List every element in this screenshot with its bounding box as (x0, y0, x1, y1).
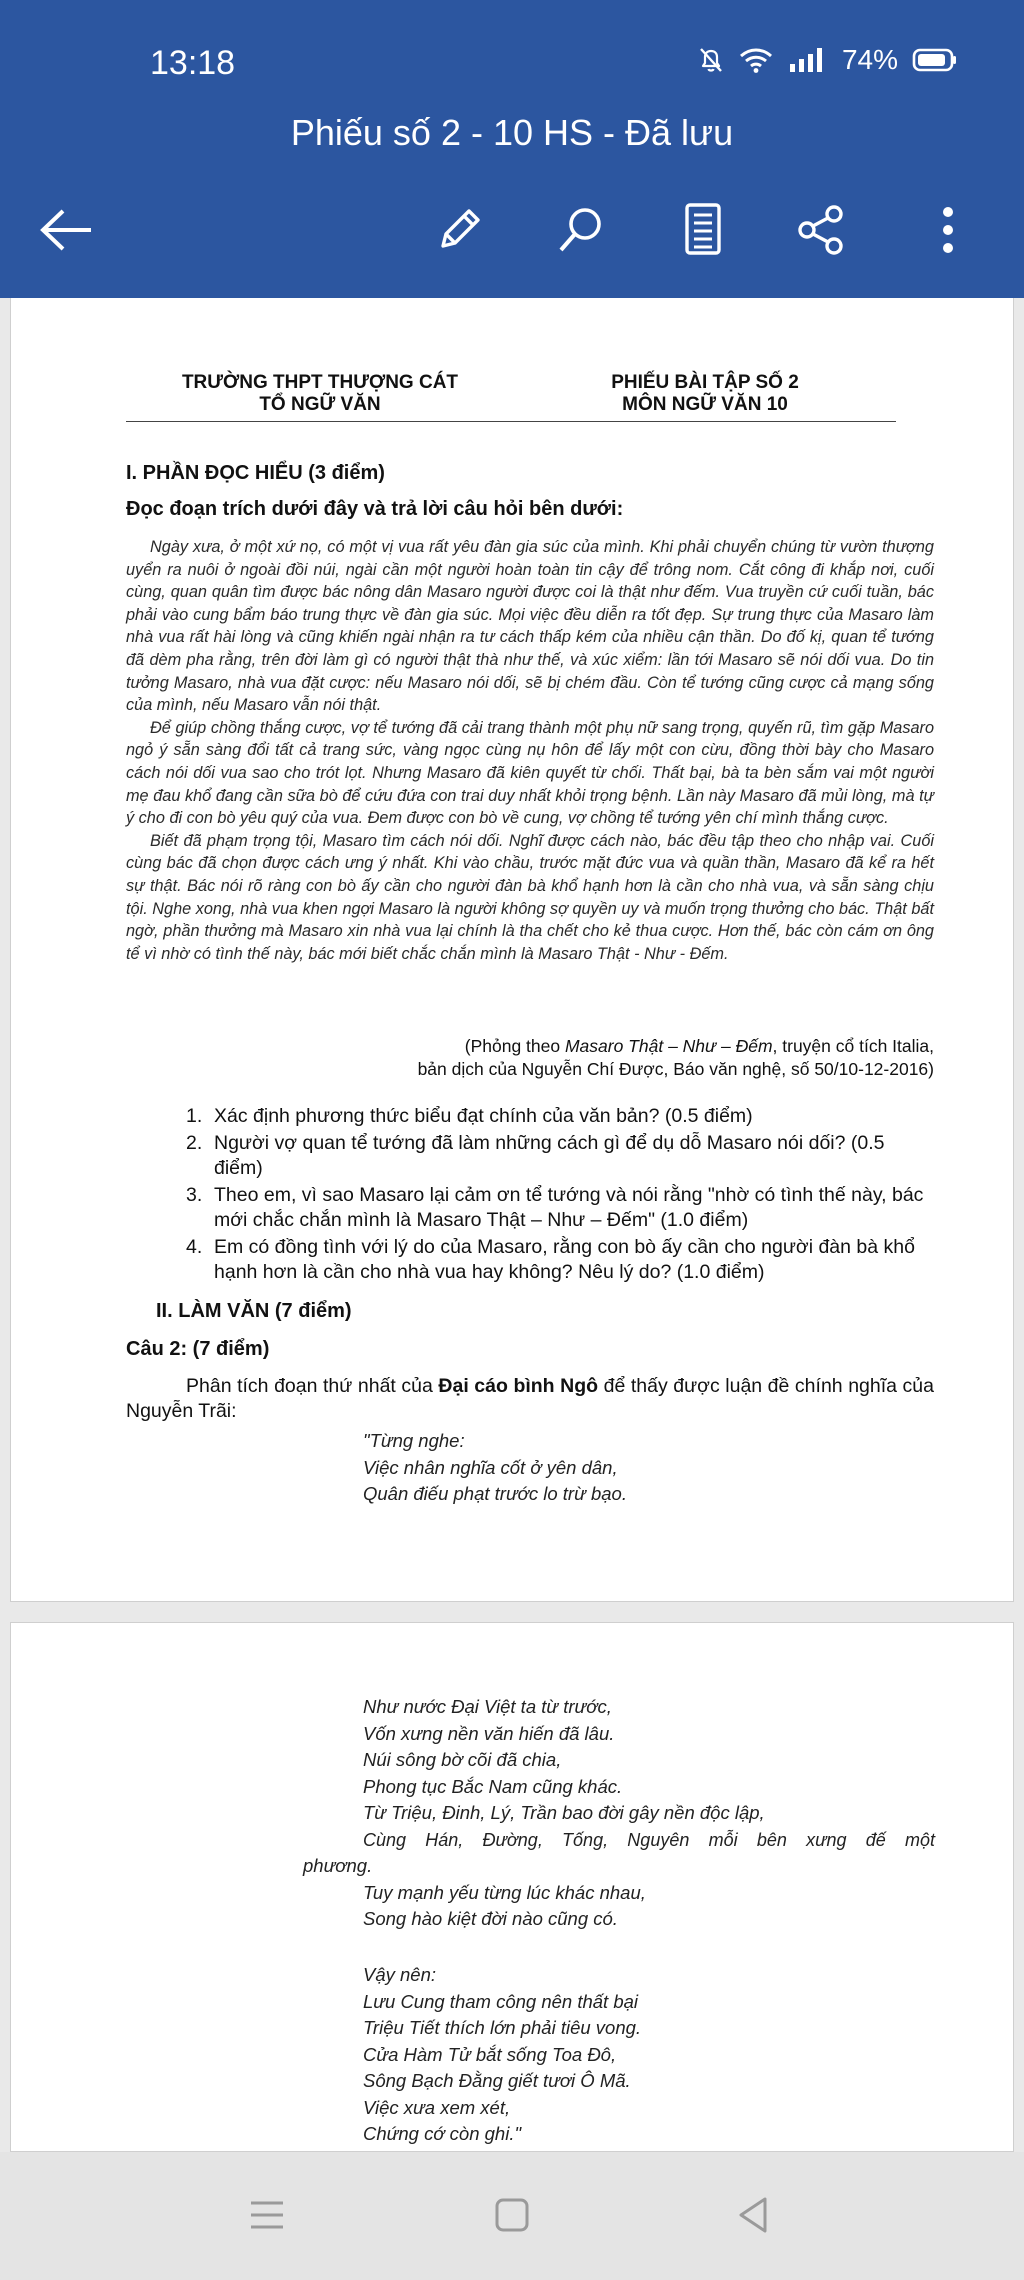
passage-source (234, 1035, 934, 1081)
poem-line: Như nước Đại Việt ta từ trước, (363, 1696, 612, 1717)
app-header (0, 0, 1024, 298)
document-title: Phiếu số 2 - 10 HS - Đã lưu (290, 112, 734, 153)
poem-line: Tuy mạnh yếu từng lúc khác nhau, (363, 1881, 646, 1903)
status-bar (0, 0, 1024, 120)
battery-percent: 74% (841, 44, 898, 75)
question-item: 1. Xác định phương thức biểu đạt chính của văn bản? (0.5 điểm) (186, 1105, 753, 1127)
poem-line: Việc xưa xem xét, (363, 2096, 511, 2118)
status-icons (698, 44, 958, 76)
source-line-2: bản dịch của Nguyễn Chí Được, Báo văn nghệ, số 50/10-12-2016) (417, 1059, 934, 1079)
mute-bell-icon (698, 46, 724, 74)
poem-line: Từ Triệu, Đinh, Lý, Trần bao đời gây nền độc lập, (363, 1802, 765, 1823)
sheet-header (560, 372, 850, 416)
toolbar (0, 190, 1024, 270)
battery-icon (912, 46, 958, 74)
passage-paragraph: Để giúp chồng thắng cược, vợ tể tướng đã cải trang thành một phụ nữ sang trọng, quyến rũ, tìm gặp Masaro ngỏ ý sẵn sàng đổi tất cả trang sức, vàng ngọc cùng nụ hôn để lấy một con cừu, đồng thời bày cho Masaro cách nói dối vua sao cho trót lọt. Nhưng Masaro đã kiên quyết từ chối. Thất bại, bà ta bèn sắm vai một người mẹ đau khổ đang cần sữa bò để cứu đứa con trai duy nhất khỏi trọng bệnh. Lần này Masaro đã mủi lòng, mà tự ý cho đi con bò yêu quý của vua. Đem được con bò về cung, vợ chồng tể tướng yên chí mình thắng cược. (126, 718, 934, 828)
essay-prompt: Phân tích đoạn thứ nhất của Đại cáo bình Ngô để thấy được luận đề chính nghĩa của Nguyễn Trãi: (126, 1375, 934, 1422)
share-icon (794, 202, 850, 258)
share-button[interactable] (782, 190, 862, 270)
edit-button[interactable] (419, 190, 499, 270)
poem-line: Việc nhân nghĩa cốt ở yên dân, (363, 1456, 618, 1478)
poem-line: Triệu Tiết thích lớn phải tiêu vong. (363, 2017, 642, 2038)
reading-passage (126, 536, 934, 965)
poem-line: Núi sông bờ cõi đã chia, (363, 1749, 562, 1770)
question-item: 2. Người vợ quan tể tướng đã làm những cách gì để dụ dỗ Masaro nói dối? (0.5 điểm) (186, 1132, 885, 1179)
more-options-button[interactable] (908, 190, 988, 270)
search-button[interactable] (541, 190, 621, 270)
back-triangle-icon (733, 2195, 773, 2235)
question-item: 3. Theo em, vì sao Masaro lại cảm ơn tể tướng và nói rằng "nhờ có tình thế này, bác mới chắc chắn mình là Masaro Thật – Như – Đếm" (1.0 điểm) (186, 1184, 924, 1231)
recent-apps-button[interactable] (232, 2180, 302, 2250)
poem-line: phương. (303, 1855, 373, 1876)
signal-icon (788, 46, 828, 74)
poem-line: Chứng cớ còn ghi." (363, 2123, 522, 2144)
poem-line: Song hào kiệt đời nào cũng có. (363, 1908, 618, 1929)
poem-line: Vốn xưng nền văn hiến đã lâu. (363, 1722, 615, 1744)
system-nav-bar (0, 2152, 1024, 2280)
arrow-left-icon (37, 208, 95, 252)
poem-line: Cửa Hàm Tử bắt sống Toa Đô, (363, 2043, 617, 2065)
part1-title: I. PHẦN ĐỌC HIỂU (3 điểm) (126, 462, 385, 484)
question-list (186, 1104, 936, 1287)
question2-title: Câu 2: (7 điểm) (126, 1338, 270, 1360)
reading-view-icon (681, 201, 725, 259)
reading-view-button[interactable] (663, 190, 743, 270)
poem-line: "Từng nghe: (363, 1430, 465, 1451)
passage-paragraph: Ngày xưa, ở một xứ nọ, có một vị vua rất yêu đàn gia súc của mình. Khi phải chuyển chúng từ vườn thượng uyển ra nuôi ở ngoài đồi núi, ngài cần một người hoàn toàn tin cậy để trông nom. Cắt công đi khắp nơi, cuối cùng, quan quân tìm được bác nông dân Masaro người được coi là thật như đếm. Vua truyền cứ cuối tuần, bác phải vào cung bẩm báo trung thực về đàn gia súc. Mọi việc đều diễn ra tốt đẹp. Sự trung thực của Masaro làm nhà vua rất hài lòng và cũng khiến ngài nhận ra tư cách thấp kém của nhiều cận thần. Do đố kị, quan tể tướng đã dèm pha rằng, trên đời làm gì có người thật thà như thế, và xúc xiểm: lần tới Masaro sẽ nói dối vua. Do tin tưởng Masaro, nhà vua đặt cược: nếu Masaro nói dối, sẽ bị chém đầu. Còn tể tướng cũng cược cả mạng sống của mình, nếu Masaro vẫn nói thật. (126, 538, 934, 715)
work-title: Đại cáo bình Ngô (438, 1375, 599, 1397)
question-item: 4. Em có đồng tình với lý do của Masaro, rằng con bò ấy cần cho người đàn bà khổ hạnh hơn là cần cho nhà vua hay không? Nêu lý do? (1.0 điểm) (186, 1236, 915, 1283)
poem-excerpt-2 (303, 1694, 935, 1933)
pencil-icon (431, 202, 487, 258)
home-button[interactable] (477, 2180, 547, 2250)
school-name: TRƯỜNG THPT THƯỢNG CÁT (181, 372, 459, 393)
recent-apps-icon (247, 2197, 287, 2233)
passage-paragraph: Biết đã phạm trọng tội, Masaro tìm cách nói dối. Nghĩ được cách nào, bác đều tập theo cho nhập vai. Cuối cùng bác đã chọn được cách ưng ý nhất. Khi vào chầu, trước mặt đức vua và quần thần, Masaro đã kể ra hết sự thật. Bác nói rõ ràng con bò ấy cần cho người đàn bà khổ hạnh hơn là cần cho nhà vua, và sẵn sàng chịu tội. Nghe xong, nhà vua khen ngợi Masaro là người không sợ quyền uy và muốn trọng thưởng cho bác. Thật bất ngờ, phần thưởng mà Masaro xin nhà vua lại chính là tha chết cho kẻ thua cược. Hơn thế, bác còn cám ơn ông tể vì nhờ có tình thế này, bác mới biết chắc chắn mình là Masaro Thật - Như - Đếm. (126, 831, 934, 963)
status-time: 13:18 (150, 44, 236, 82)
part2-title: II. LÀM VĂN (7 điểm) (156, 1300, 352, 1322)
more-vertical-icon (938, 202, 958, 258)
school-header (120, 372, 520, 416)
wifi-icon (738, 46, 774, 74)
poem-line: Sông Bạch Đằng giết tươi Ô Mã. (363, 2070, 631, 2091)
poem-line: Cùng Hán, Đường, Tống, Nguyên mỗi bên xưng đế một (363, 1829, 935, 1850)
subject-name: MÔN NGỮ VĂN 10 (622, 394, 788, 415)
home-icon (492, 2195, 532, 2235)
poem-line: Vậy nên: (363, 1964, 437, 1985)
poem-line: Lưu Cung tham công nên thất bại (363, 1990, 639, 2012)
sheet-title: PHIẾU BÀI TẬP SỐ 2 (611, 372, 799, 393)
department-name: TỔ NGỮ VĂN (259, 394, 381, 415)
poem-excerpt-3 (363, 1962, 641, 2148)
poem-line: Phong tục Bắc Nam cũng khác. (363, 1775, 623, 1797)
source-line-1: (Phỏng theo Masaro Thật – Như – Đếm, truyện cổ tích Italia, (464, 1036, 934, 1056)
reading-instruction: Đọc đoạn trích dưới đây và trả lời câu hỏi bên dưới: (126, 498, 624, 520)
search-icon (553, 202, 609, 258)
back-button[interactable] (26, 190, 106, 270)
poem-line: Quân điếu phạt trước lo trừ bạo. (363, 1483, 627, 1504)
nav-back-button[interactable] (718, 2180, 788, 2250)
header-divider (126, 421, 896, 422)
poem-excerpt-1 (363, 1428, 627, 1508)
